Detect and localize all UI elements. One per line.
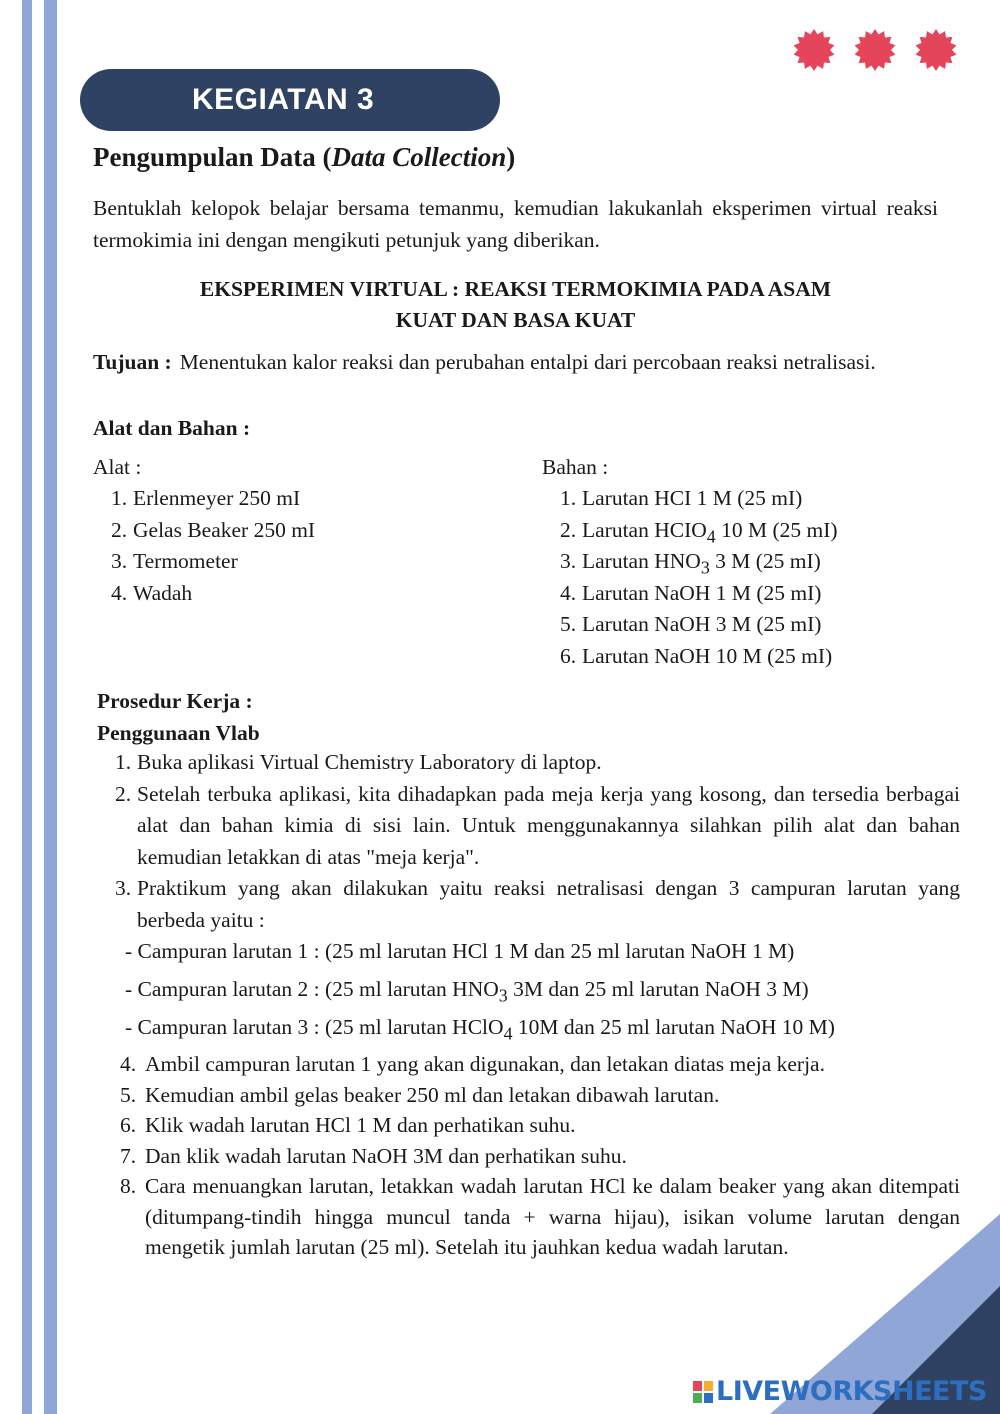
list-item: 3. Larutan $HNO_3$ 3 M (25 mI) bbox=[560, 549, 821, 578]
activity-header-label: KEGIATAN 3 bbox=[192, 83, 375, 116]
left-stripe-wide bbox=[44, 0, 57, 1414]
procedure-step: 6. Klik wadah larutan HCl 1 M dan perhatikan suhu. bbox=[120, 1113, 576, 1138]
list-item: 2. Gelas Beaker 250 mI bbox=[111, 517, 316, 542]
procedure-title: Prosedur Kerja : bbox=[97, 689, 253, 713]
tools-heading: Alat : bbox=[93, 455, 142, 479]
procedure-step: 2. Setelah terbuka aplikasi, kita dihadapkan pada meja kerja yang kosong, dan tersedia berbagai alat dan bahan kimia di sisi lain. Untuk menggunakannya silahkan pilih alat dan bahan kemudian letakkan di atas "meja kerja". bbox=[115, 781, 960, 869]
procedure-steps bbox=[115, 747, 960, 1263]
activity-header bbox=[80, 69, 500, 131]
experiment-title: EKSPERIMEN VIRTUAL : REAKSI TERMOKIMIA PADA ASAM KUAT DAN BASA KUAT bbox=[199, 277, 832, 332]
objective bbox=[93, 348, 923, 376]
list-item: 4. Larutan NaOH 1 M (25 mI) bbox=[560, 580, 822, 605]
left-stripe-thin bbox=[22, 0, 32, 1414]
procedure-subtitle: Penggunaan Vlab bbox=[97, 721, 260, 745]
procedure-step: 4. Ambil campuran larutan 1 yang akan digunakan, dan letakan diatas meja kerja. bbox=[120, 1052, 825, 1077]
materials-heading: Bahan : bbox=[542, 455, 609, 479]
starburst-icon bbox=[792, 28, 836, 72]
section-title: Pengumpulan Data (Data Collection) bbox=[93, 142, 516, 172]
procedure-heading bbox=[97, 685, 260, 749]
list-item: 1. Erlenmeyer 250 mI bbox=[111, 486, 301, 510]
procedure-step: 8. Cara menuangkan larutan, letakkan wadah larutan HCl ke dalam beaker yang akan ditempati (ditumpang-tindih hingga muncul tanda + warna hijau), isikan volume larutan dengan mengetik jumlah larutan (25 ml). Setelah itu jauhkan kedua wadah larutan. bbox=[120, 1174, 960, 1260]
starburst-icon bbox=[853, 28, 897, 72]
liveworksheets-logo-icon bbox=[692, 1379, 714, 1405]
liveworksheets-brand: LIVEWORKSHEETS bbox=[716, 1376, 987, 1407]
procedure-step: 7. Dan klik wadah larutan NaOH 3M dan perhatikan suhu. bbox=[120, 1143, 627, 1168]
list-item: 3. Termometer bbox=[111, 549, 238, 573]
procedure-step: 1. Buka aplikasi Virtual Chemistry Laboratory di laptop. bbox=[115, 750, 602, 774]
mixture-item: - Campuran larutan 1 : (25 ml larutan HCl 1 M dan 25 ml larutan NaOH 1 M) bbox=[125, 939, 795, 963]
materials-list bbox=[542, 452, 838, 672]
objective-text: Menentukan kalor reaksi dan perubahan entalpi dari percobaan reaksi netralisasi. bbox=[179, 350, 876, 374]
liveworksheets-watermark bbox=[692, 1376, 987, 1407]
list-item: 1. Larutan HCI 1 M (25 mI) bbox=[560, 486, 803, 510]
objective-label: Tujuan : bbox=[93, 350, 172, 374]
decorative-badges bbox=[792, 28, 958, 72]
list-item: 6. Larutan NaOH 10 M (25 mI) bbox=[560, 643, 833, 668]
procedure-step: 3. Praktikum yang akan dilakukan yaitu reaksi netralisasi dengan 3 campuran larutan yang berbeda yaitu : bbox=[115, 876, 960, 932]
mixture-item: - Campuran larutan 3 : (25 ml larutan HClO$_4$ 10M dan 25 ml larutan NaOH 10 M) bbox=[125, 1014, 835, 1043]
starburst-icon bbox=[914, 28, 958, 72]
mixture-item: - Campuran larutan 2 : (25 ml larutan $HNO_3$ 3M dan 25 ml larutan NaOH 3 M) bbox=[125, 976, 809, 1006]
tools-materials-title: Alat dan Bahan : bbox=[93, 416, 251, 440]
intro-paragraph: Bentuklah kelopok belajar bersama temanmu, kemudian lakukanlah eksperimen virtual reaksi termokimia ini dengan mengikuti petunjuk yang diberikan. bbox=[93, 196, 938, 252]
list-item: 4. Wadah bbox=[111, 580, 193, 605]
list-item: 5. Larutan NaOH 3 M (25 mI) bbox=[560, 612, 822, 636]
tools-list bbox=[93, 452, 315, 609]
procedure-step: 5. Kemudian ambil gelas beaker 250 ml dan letakan dibawah larutan. bbox=[120, 1082, 720, 1107]
list-item: 2. Larutan $HCIO_4$ 10 M (25 mI) bbox=[560, 517, 838, 546]
